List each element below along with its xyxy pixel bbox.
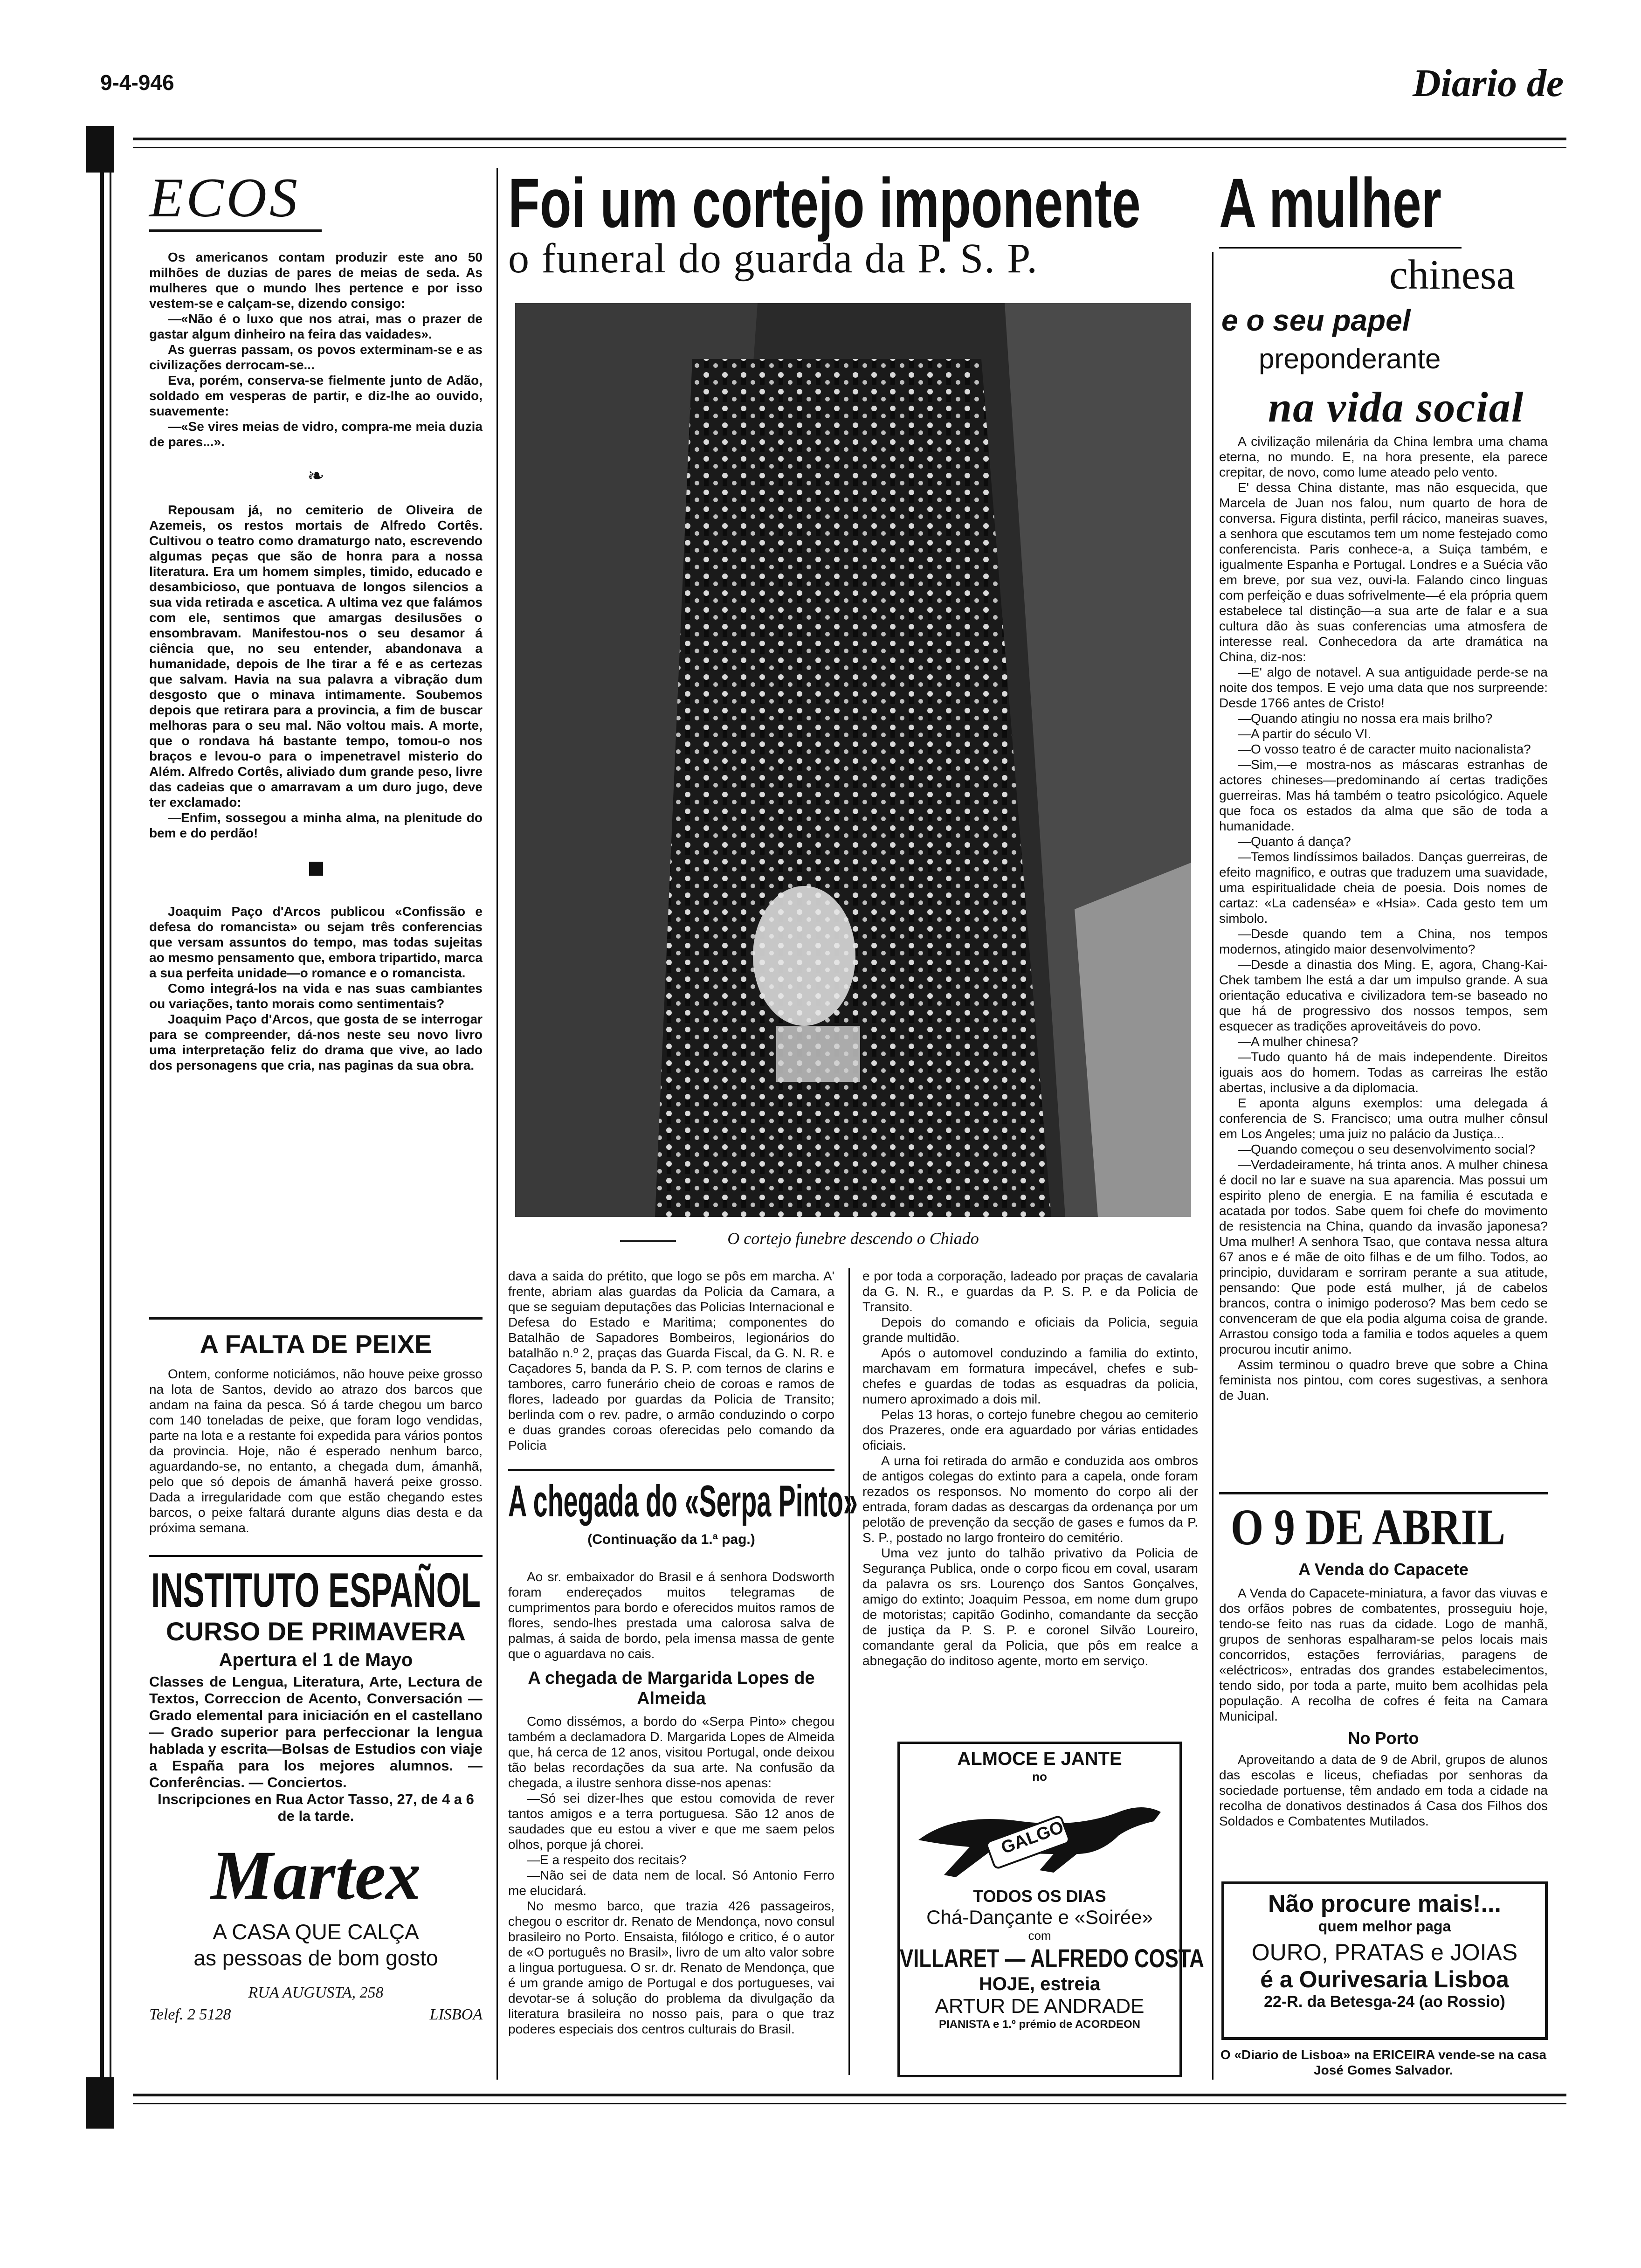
- martex-ad: [149, 1837, 483, 2025]
- galgo-ad: [897, 1742, 1204, 2077]
- martex-slogan-2: as pessoas de bom gosto: [193, 1946, 438, 1970]
- mulher-paragraph: —E' algo de notavel. A sua antiguidade perde-se na noite dos tempos. E vejo uma data que nos surpreende: Desde 1766 antes de Cristo!: [1219, 665, 1548, 710]
- abril-title: O 9 DE ABRIL: [1231, 1499, 1505, 1556]
- mulher-paragraph: —Desde quando tem a China, nos tempos modernos, atingido maior desenvolvimento?: [1219, 927, 1548, 956]
- mulher-headline: A mulher: [1219, 164, 1441, 242]
- mulher-paragraph: —Desde a dinastia dos Ming. E, agora, Chang-Kai-Chek tambem lhe está a dar um impulso grande. A sua orientação educativa e civilizadora tem-se baseado no que há de progressivo dos nossos tempos, sem esquecer as tradições aproveitáveis do povo.: [1219, 957, 1548, 1033]
- ecos-paragraph: Repousam já, no cemiterio de Oliveira de Azemeis, os restos mortais de Alfredo Cortês. Cultivou o teatro como dramaturgo nato, escrevendo algumas peças que são de honra para a nossa literatura. Era um homem simples, timido, educado e desambicioso, que pontuava de longos silencios a sua vida retirada e ascetica. A ultima vez que falámos com ele, sentimos que amargas desilusões o ensombravam. Manifestou-nos o seu desamor á ciência que, no seu entender, abandonava a humanidade, depois de lhe tirar a fé e as certezas que salvam. Havia na sua palavra a vibração dum desgosto que o minava intimamente. Soubemos depois que retirara para a provincia, a fim de buscar melhoras para o seu mal. Não voltou mais. A morte, que o rondava há bastante tempo, tomou-o nos braços e levou-o para o impenetravel misterio do Além. Alfredo Cortês, aliviado dum grande peso, livre das cadeias que o amarravam a um duro jugo, deve ter exclamado:: [149, 503, 483, 809]
- cortejo-paragraph: A urna foi retirada do armão e conduzida aos ombros de antigos colegas do extinto para a capela, onde foram rezados os responsos. No momento do corpo ali der entrada, foram dadas as descargas da ordenança por um pelotão de prevenção da secção de gases e fumos da P. S. P., postado no largo fronteiro do cemitério.: [862, 1453, 1198, 1545]
- mulher-paragraph: —A partir do século VI.: [1238, 726, 1372, 741]
- ourives-line-5: 22-R. da Betesga-24 (ao Rossio): [1264, 1993, 1505, 2011]
- mulher-paragraph: E aponta alguns exemplos: uma delegada á conferencia de S. Francisco; uma outra mulher cônsul em Los Angeles; uma juiz no palácio da Justiça...: [1219, 1096, 1548, 1141]
- left-border-2: [110, 173, 111, 2084]
- instituto-inscripciones: Inscripciones en Rua Actor Tasso, 27, de 4 a 6 de la tarde.: [158, 1791, 474, 1824]
- mulher-paragraph: —Quando começou o seu desenvolvimento social?: [1238, 1142, 1536, 1156]
- cortejo-paragraph: e por toda a corporação, ladeado por praças de cavalaria da G. N. R., e guardas da P. S. P. e da Policia de Transito.: [862, 1269, 1198, 1314]
- bottom-rule-thin: [133, 2103, 1566, 2104]
- column-divider-mid: [848, 1268, 850, 2075]
- instituto-ad: [149, 1564, 483, 1825]
- section-rule: [149, 1317, 483, 1320]
- serpa-paragraph: Ao sr. embaixador do Brasil e á senhora Dodsworth foram endereçados muitos telegramas de cumprimentos para bordo e oferecidos muitos ramos de flores, sendo-lhes prestada uma calorosa salva de palmas, á saida de bordo, pela imensa massa de gente que o aguardava no cais.: [508, 1570, 834, 1661]
- galgo-hoje: HOJE, estreia: [979, 1974, 1101, 1994]
- ecos-title-underline: [149, 229, 322, 232]
- peixe-column: [149, 1366, 483, 1535]
- serpa-paragraph: —E a respeito dos recitais?: [527, 1853, 687, 1867]
- galgo-top: ALMOCE E JANTE: [957, 1749, 1122, 1769]
- instituto-title: INSTITUTO ESPAÑOL: [151, 1563, 481, 1618]
- mulher-column: [1219, 434, 1548, 1403]
- top-rule-thin: [133, 147, 1566, 148]
- photo-caption: O cortejo funebre descendo o Chiado: [727, 1229, 979, 1248]
- mulher-vida: na vida social: [1268, 383, 1524, 431]
- galgo-no: no: [1032, 1770, 1047, 1784]
- mulher-rule: [1219, 247, 1462, 249]
- serpa-title: A chegada do «Serpa Pinto»: [508, 1476, 858, 1526]
- caption-rule: [620, 1240, 676, 1242]
- martex-address: RUA AUGUSTA, 258: [248, 1984, 384, 2001]
- ecos-title: ECOS: [149, 166, 300, 228]
- cortejo-headline: Foi um cortejo imponente: [508, 164, 1141, 242]
- top-rule: [133, 138, 1566, 140]
- mulher-paragraph: —Temos lindíssimos bailados. Danças guerreiras, de efeito magnifico, e outras que traduzem uma suavidade, uma espiritualidade cheia de poesia. Dois nomes de cartaz: «La cadenséa» e «Hsia». Cada gesto tem um simbolo.: [1219, 850, 1548, 926]
- ecos-paragraph: —Enfim, sossegou a minha alma, na plenitude do bem e do perdão!: [149, 810, 483, 840]
- serpa-subheading: A chegada de Margarida Lopes de Almeida: [528, 1668, 815, 1708]
- mulher-paragraph: —A mulher chinesa?: [1238, 1034, 1358, 1049]
- instituto-body: Classes de Lengua, Literatura, Arte, Lectura de Textos, Correccion de Acento, Conversación — Grado elemental para iniciación en el castellano — Grado superior para perfeccionar la lengua hablada y escrita—Bolsas de Estudios con viaje a España para los mejores alumnos. — Conferências. — Conciertos.: [149, 1673, 483, 1791]
- mulher-paragraph: —Verdadeiramente, há trinta anos. A mulher chinesa é docil no lar e suave na sua aparencia. Mas possui um espirito pleno de energia. E na familia é escutada e acatada por todos. Sabe quem foi chefe do movimento de resistencia na China, quando da invasão japonesa? Uma mulher! A senhora Tsao, que contava nessa altura 67 anos e é mãe de oito filhas e de um filho. Todos, ao principio, duvidaram e sorriram perante a sua atitude, pensando: Que pode está mulher, já de cabelos brancos, contra o inimigo poderoso? Mas bem cedo se convenceram de que ela podia alguma coisa de grande. Arrastou consigo toda a familia e todos aqueles a quem procurou incutir animo.: [1219, 1157, 1548, 1356]
- galgo-artists: VILLARET — ALFREDO COSTA: [900, 1943, 1204, 1973]
- section-rule: [1219, 1492, 1548, 1494]
- instituto-subtitle: CURSO DE PRIMAVERA: [165, 1617, 466, 1646]
- cortejo-paragraph: Pelas 13 horas, o cortejo funebre chegou ao cemiterio dos Prazeres, onde era aguardado por várias entidades oficiais.: [862, 1407, 1198, 1452]
- martex-logo: Martex: [211, 1837, 421, 1914]
- separator-square-icon: [309, 862, 323, 876]
- date-label: 9-4-946: [100, 70, 174, 95]
- mulher-chinesa: chinesa: [1389, 252, 1515, 298]
- cortejo-paragraph: dava a saida do prétito, que logo se pôs em marcha. A' frente, abriam alas guardas da Policia da Camara, a que se seguiam deputações das Policias Internacional e Defesa do Estado e Maritima; componentes do Batalhão de Sapadores Bombeiros, legionários do batalhão n.º 2, praças das Guarda Fiscal, da G. N. R. e Caçadores 5, banda da P. S. P. com ternos de clarins e tambores, carro funerário cheio de coroas e ramos de flores, ladeado por guardas da Policia de Transito; berlinda com o rev. padre, o armão conduzindo o corpo e duas grandes coroas oferecidas pelo comando da Policia: [508, 1269, 834, 1452]
- abril-column: [1219, 1585, 1548, 1829]
- martex-city: LISBOA: [429, 2006, 483, 2023]
- cortejo-column-2: [862, 1268, 1198, 1668]
- mulher-paragraph: —Sim,—e mostra-nos as máscaras estranhas de actores chineses—predominando aí certas tradições guerreiras. Mas há também o teatro psicológico. Aquele que foca os estados da alma que são de toda a humanidade.: [1219, 757, 1548, 833]
- martex-phone: Telef. 2 5128: [149, 2006, 231, 2023]
- ourives-line-2: quem melhor paga: [1318, 1918, 1451, 1935]
- serpa-paragraph: —Não sei de data nem de local. Só Antonio Ferro me elucidará.: [508, 1868, 834, 1898]
- cortejo-paragraph: Depois do comando e oficiais da Policia, seguia grande multidão.: [862, 1315, 1198, 1345]
- cortejo-paragraph: Uma vez junto do talhão privativo da Policia de Segurança Publica, onde o corpo ficou em coval, usaram da palavra os srs. Lourenço dos Santos Gonçalves, amigo do extinto; Joaquim Pessoa, em nome dum grupo de motoristas; capitão Godinho, comandante da secção de justiça da P. S. P. e coronel Silvão Loureiro, comandante geral da Policia, que pôs em realce a abnegação do inditoso agente, morto em serviço.: [862, 1546, 1198, 1668]
- ourives-line-1: Não procure mais!...: [1268, 1890, 1501, 1917]
- ericeira-note: O «Diario de Lisboa» na ERICEIRA vende-se na casa José Gomes Salvador.: [1220, 2047, 1547, 2077]
- serpa-column: [508, 1569, 834, 2037]
- galgo-cha: Chá-Dançante e «Soirée»: [926, 1906, 1153, 1928]
- ecos-paragraph: Como integrá-los na vida e nas suas cambiantes ou variações, tanto morais como sentimentais?: [149, 981, 483, 1011]
- ecos-paragraph: Joaquim Paço d'Arcos publicou «Confissão e defesa do romancista» ou sejam três conferencias que versam assuntos do tempo, mas todas sujeitas ao mesmo pensamento que, embora tripartido, marca a sua perfeita unidade—o romance e o romancista.: [149, 904, 483, 980]
- galgo-com: com: [1028, 1929, 1051, 1943]
- serpa-paragraph: —Só sei dizer-lhes que estou comovida de rever tantos amigos e a terra portuguesa. São 12 anos de saudades que eu estou a viver e que me saem pelos olhos, porque já chorei.: [508, 1791, 834, 1852]
- funeral-photo: [515, 303, 1191, 1217]
- ourives-line-4: é a Ourivesaria Lisboa: [1260, 1966, 1509, 1992]
- mulher-paragraph: —Quanto á dança?: [1238, 834, 1351, 849]
- ornament-icon: ❧: [307, 464, 324, 487]
- galgo-artur: ARTUR DE ANDRADE: [935, 1995, 1145, 2018]
- serpa-paragraph: Como dissémos, a bordo do «Serpa Pinto» chegou também a declamadora D. Margarida Lopes de Almeida que, há cerca de 12 anos, visitou Portugal, onde deixou tão belas recordações da sua arte. Na confusão da chegada, a ilustre senhora disse-nos apenas:: [508, 1714, 834, 1790]
- galgo-sign: GALGO: [998, 1817, 1067, 1858]
- serpa-continuation: (Continuação da 1.ª pag.): [587, 1532, 755, 1547]
- cortejo-subhead: o funeral do guarda da P. S. P.: [508, 235, 1038, 282]
- cortejo-paragraph: Após o automovel conduzindo a familia do extinto, marchavam em formatura impecável, chefes e sub-chefes e guardas de todas as esquadras da policia, numero aproximado a dois mil.: [862, 1346, 1198, 1406]
- abril-sub2: No Porto: [1348, 1729, 1419, 1748]
- ecos-paragraph: —«Não é o luxo que nos atrai, mas o prazer de gastar algum dinheiro na feira das vaidades».: [149, 311, 483, 341]
- section-rule: [508, 1469, 834, 1471]
- ecos-paragraph: —«Se vires meias de vidro, compra-me meia duzia de pares...».: [149, 419, 483, 449]
- peixe-title: A FALTA DE PEIXE: [200, 1329, 432, 1359]
- galgo-todos: TODOS OS DIAS: [973, 1887, 1106, 1906]
- serpa-paragraph: No mesmo barco, que trazia 426 passageiros, chegou o escritor dr. Renato de Mendonça, novo consul brasileiro no Porto. Ensaista, filólogo e critico, é o autor de «O português no Brasil», livro de um alto valor sobre a lingua portuguesa. O sr. dr. Renato de Mendonça, que é um grande amigo de Portugal e dos portugueses, vai devotar-se á solução do problema da divulgação da literatura brasileira no nosso pais, para o que traz poderes especiais dos centros culturais do Brasil.: [508, 1899, 834, 2036]
- left-block-top: [86, 126, 114, 173]
- ecos-paragraph: As guerras passam, os povos exterminam-se e as civilizações derrocam-se...: [149, 342, 483, 372]
- mulher-paragraph: —O vosso teatro é de caracter muito nacionalista?: [1238, 742, 1531, 756]
- left-border: [100, 173, 104, 2084]
- mulher-papel: e o seu papel: [1221, 304, 1411, 337]
- column-divider-2: [1212, 252, 1214, 2080]
- section-rule: [149, 1555, 483, 1557]
- mulher-paragraph: Assim terminou o quadro breve que sobre a China feminista nos pintou, com cores sugestivas, a senhora de Juan.: [1219, 1357, 1548, 1403]
- ecos-paragraph: Eva, porém, conserva-se fielmente junto de Adão, soldado em vesperas de partir, e diz-lhe ao ouvido, suavemente:: [149, 373, 483, 418]
- abril-paragraph: Aproveitando a data de 9 de Abril, grupos de alunos das escolas e liceus, chefiadas por senhoras da sociedade portuense, têm andado em toda a cidade na recolha de donativos destinados á Casa dos Filhos dos Soldados e Combatentes Mutilados.: [1219, 1752, 1548, 1828]
- column-divider-1: [496, 168, 498, 2080]
- bottom-rule: [133, 2094, 1566, 2096]
- abril-sub1: A Venda do Capacete: [1298, 1560, 1469, 1579]
- ecos-paragraph: Joaquim Paço d'Arcos, que gosta de se interrogar para se compreender, dá-nos neste seu novo livro uma interpretação feliz do drama que vive, ao lado dos personagens que cria, nas paginas da sua obra.: [149, 1012, 483, 1072]
- mulher-preponderante: preponderante: [1259, 343, 1441, 374]
- abril-paragraph: A Venda do Capacete-miniatura, a favor das viuvas e dos orfãos pobres de combatentes, prosseguiu hoje, tendo-se feito nas ruas da cidade. Logo de manhã, grupos de senhoras espalharam-se pelos locais mais concorridos, estações ferroviárias, paragens de «eléctricos», entradas dos grandes estabelecimentos, tendo sido, por toda a parte, muito bem acolhidas pela população. A recolha de cofres é feita na Camara Municipal.: [1219, 1586, 1548, 1723]
- left-block-bottom: [86, 2077, 114, 2129]
- instituto-apertura: Apertura el 1 de Mayo: [219, 1650, 413, 1670]
- mulher-paragraph: E' dessa China distante, mas não esquecida, que Marcela de Juan nos falou, num quarto de hora de conversa. Figura distinta, perfil rácico, maneiras suaves, a senhora que escutamos tem um nome festejado como conferencista. Paris conhece-a, a Suiça também, e igualmente Espanha e Portugal. Londres e a Suécia vão em breve, por sua vez, ouvi-la. Falando cinco linguas com perfeição e duas sofrivelmente—é ela própria quem estabelece tal distinção—a sua arte de falar e a sua cultura dão às suas conferencias uma atmosfera de interesse real. Conhecedora da arte dramática na China, diz-nos:: [1219, 480, 1548, 664]
- mulher-paragraph: A civilização milenária da China lembra uma chama eterna, no mundo. E, na hora presente, ela parece crepitar, de novo, como lume ateado pelo vento.: [1219, 434, 1548, 479]
- ourives-line-3: OURO, PRATAS e JOIAS: [1251, 1939, 1518, 1965]
- galgo-pianista: PIANISTA e 1.º prémio de ACORDEON: [939, 2018, 1140, 2031]
- ourivesaria-ad: [1221, 1881, 1548, 2040]
- ecos-column: [149, 249, 483, 1073]
- ecos-paragraph: Os americanos contam produzir este ano 50 milhões de duzias de pares de meias de seda. As mulheres que o mundo lhes pertence e por isso vestem-se e calçam-se, dizendo consigo:: [149, 250, 483, 311]
- mulher-paragraph: —Quando atingiu no nossa era mais brilho?: [1238, 711, 1493, 726]
- cortejo-column-1: [508, 1268, 834, 1453]
- mulher-paragraph: —Tudo quanto há de mais independente. Direitos iguais aos do homem. Todas as carreiras lhe estão abertas, inclusive a da diplomacia.: [1219, 1050, 1548, 1095]
- martex-slogan-1: A CASA QUE CALÇA: [213, 1920, 419, 1944]
- peixe-body: Ontem, conforme noticiámos, não houve peixe grosso na lota de Santos, devido ao atrazo dos barcos que andam na faina da pesca. Só á tarde chegou um barco com 140 toneladas de peixe, que foram logo vendidas, parte na lota e a restante foi expedida para vários pontos da provincia. Hoje, não é esperado nenhum barco, aguardando-se, no entanto, a chegada dum, ámanhã, pelo que só depois de ámanhã haverá peixe grosso. Dada a irregularidade com que estão chegando estes barcos, o peixe faltará durante alguns dias desta e da próxima semana.: [149, 1367, 483, 1535]
- masthead: Diario de: [1413, 62, 1564, 105]
